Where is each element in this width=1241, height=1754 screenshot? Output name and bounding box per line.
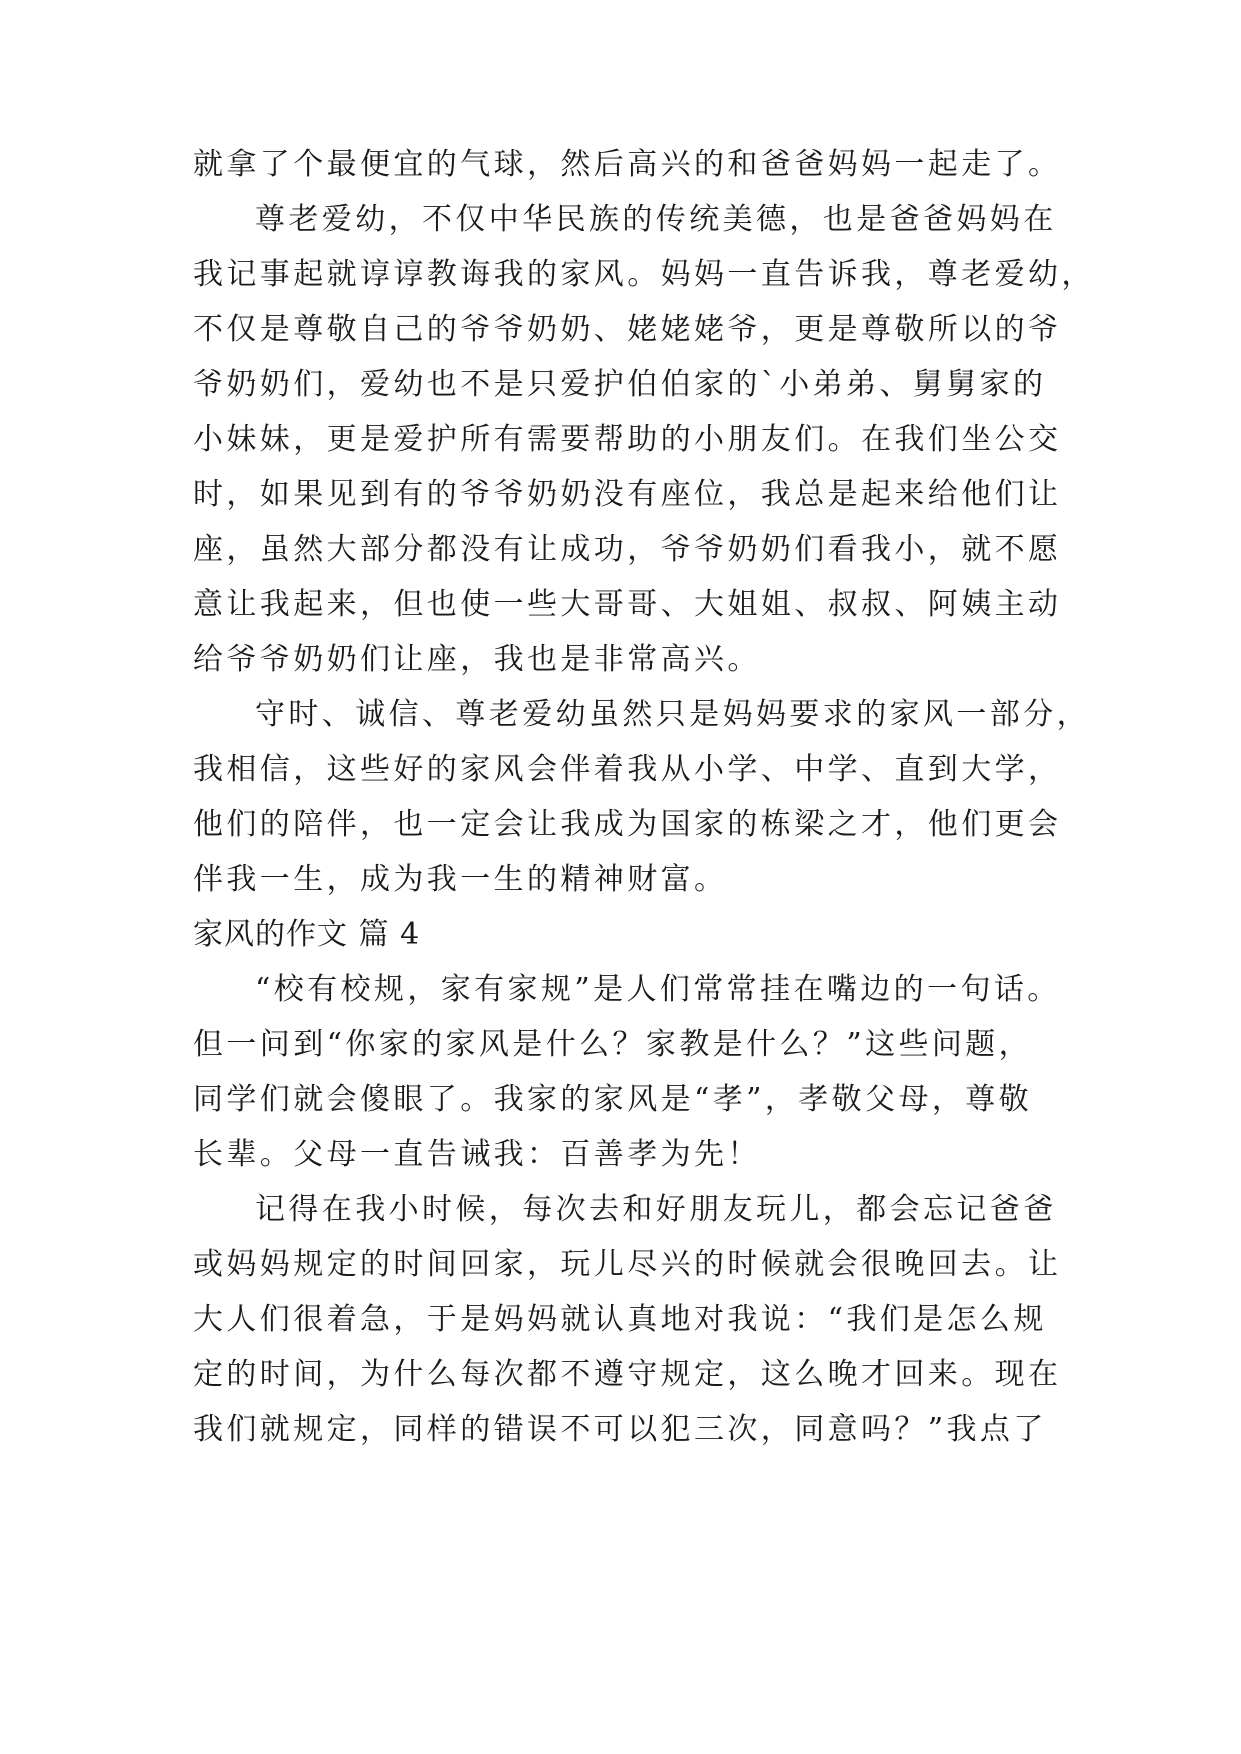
text-line: 就拿了个最便宜的气球，然后高兴的和爸爸妈妈一起走了。 xyxy=(193,147,1062,182)
text-line: 我们就规定，同样的错误不可以犯三次，同意吗？”我点了 xyxy=(193,1412,1047,1447)
text-line: 大人们很着急，于是妈妈就认真地对我说：“我们是怎么规 xyxy=(193,1302,1047,1337)
text-line: 定的时间，为什么每次都不遵守规定，这么晚才回来。现在 xyxy=(193,1357,1062,1392)
text-line: 爷奶奶们，爱幼也不是只爱护伯伯家的`小弟弟、舅舅家的 xyxy=(193,367,1047,402)
text-line: 他们的陪伴，也一定会让我成为国家的栋梁之才，他们更会 xyxy=(193,807,1062,842)
text-line: 意让我起来，但也使一些大哥哥、大姐姐、叔叔、阿姨主动 xyxy=(193,587,1062,622)
text-line: 长辈。父母一直告诫我：百善孝为先！ xyxy=(193,1137,761,1172)
section-heading: 家风的作文 篇 4 xyxy=(193,917,421,952)
text-line: 给爷爷奶奶们让座，我也是非常高兴。 xyxy=(193,642,761,677)
text-line: 座，虽然大部分都没有让成功，爷爷奶奶们看我小，就不愿 xyxy=(193,532,1062,567)
text-line: 小妹妹，更是爱护所有需要帮助的小朋友们。在我们坐公交 xyxy=(193,422,1062,457)
text-line: 但一问到“你家的家风是什么？家教是什么？”这些问题， xyxy=(193,1027,1033,1062)
text-line: 或妈妈规定的时间回家，玩儿尽兴的时候就会很晚回去。让 xyxy=(193,1247,1062,1282)
paragraph-first-line: “校有校规，家有家规”是人们常常挂在嘴边的一句话。 xyxy=(255,972,1061,1007)
text-line: 同学们就会傻眼了。我家的家风是“孝”，孝敬父母，尊敬 xyxy=(193,1082,1033,1117)
text-line: 我记事起就谆谆教诲我的家风。妈妈一直告诉我，尊老爱幼， xyxy=(193,257,1095,292)
text-line: 我相信，这些好的家风会伴着我从小学、中学、直到大学， xyxy=(193,752,1062,787)
text-line: 时，如果见到有的爷爷奶奶没有座位，我总是起来给他们让 xyxy=(193,477,1062,512)
paragraph-first-line: 记得在我小时候，每次去和好朋友玩儿，都会忘记爸爸 xyxy=(255,1192,1057,1227)
paragraph-first-line: 尊老爱幼，不仅中华民族的传统美德，也是爸爸妈妈在 xyxy=(255,202,1057,237)
text-line: 不仅是尊敬自己的爷爷奶奶、姥姥姥爷，更是尊敬所以的爷 xyxy=(193,312,1062,347)
paragraph-first-line: 守时、诚信、尊老爱幼虽然只是妈妈要求的家风一部分， xyxy=(255,697,1090,732)
text-line: 伴我一生，成为我一生的精神财富。 xyxy=(193,862,728,897)
